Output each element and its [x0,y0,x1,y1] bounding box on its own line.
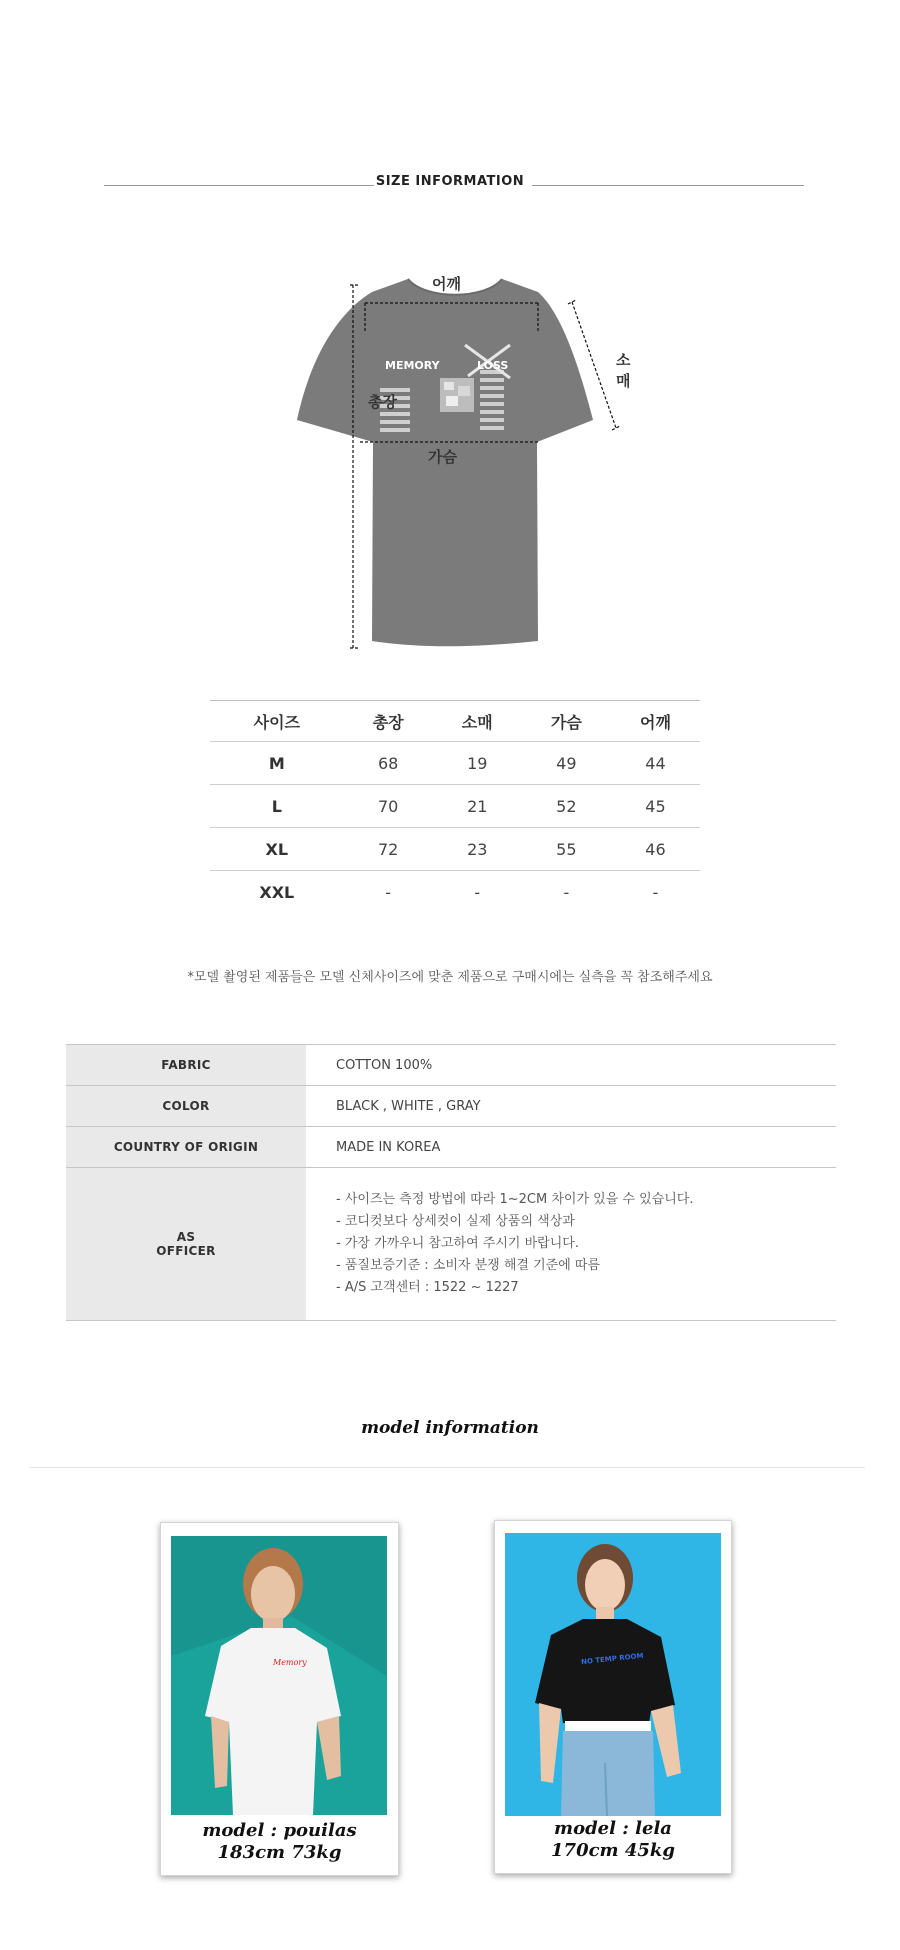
as-line: - A/S 고객센터 : 1522 ~ 1227 [336,1280,519,1295]
size-table [210,700,700,913]
table-row [210,742,700,785]
label-length: 총장 [368,393,397,411]
label-shoulder: 어깨 [432,275,461,293]
model-card-1 [160,1522,399,1876]
origin-key: COUNTRY OF ORIGIN [66,1127,306,1168]
value-cell: 46 [611,828,700,871]
color-value: BLACK , WHITE , GRAY [306,1086,836,1127]
size-cell: XL [210,828,344,871]
shirt-logo-2: NO TEMP ROOM [580,1651,644,1667]
header-chest: 가슴 [522,701,611,742]
header-size: 사이즈 [210,701,344,742]
value-cell: 70 [344,785,433,828]
model-photo-2 [505,1533,721,1816]
label-sleeve: 소매 [616,351,631,390]
size-table-header [210,701,700,742]
model-caption-2 [495,1818,731,1862]
product-info-table [66,1044,836,1321]
label-chest: 가슴 [428,448,457,466]
print-right-text: LOSS [477,359,509,372]
header-shoulder: 어깨 [611,701,700,742]
size-cell: L [210,785,344,828]
info-row-fabric [66,1045,836,1086]
value-cell: - [385,882,392,902]
value-cell: 52 [522,785,611,828]
as-key-line1: AS [176,1230,196,1244]
section-title: SIZE INFORMATION [375,174,525,189]
value-cell: 23 [433,828,522,871]
size-cell: XXL [259,882,295,902]
header-length: 총장 [344,701,433,742]
color-key: COLOR [66,1086,306,1127]
table-row [210,785,700,828]
info-row-origin [66,1127,836,1168]
value-cell: 19 [433,742,522,785]
as-line: - 사이즈는 측정 방법에 따라 1~2CM 차이가 있을 수 있습니다. [336,1192,694,1207]
value-cell: 55 [522,828,611,871]
table-row [210,828,700,871]
model-figure-2 [505,1533,721,1816]
size-cell: M [210,742,344,785]
value-cell: 68 [344,742,433,785]
model-figure-1 [171,1536,387,1815]
origin-value: MADE IN KOREA [306,1127,836,1168]
value-cell: 72 [344,828,433,871]
fabric-key: FABRIC [66,1045,306,1086]
value-cell: 21 [433,785,522,828]
value-cell: 44 [611,742,700,785]
shirt-logo-1: Memory [273,1658,307,1667]
header-sleeve: 소매 [433,701,522,742]
as-line: - 품질보증기준 : 소비자 분쟁 해결 기준에 따름 [336,1258,601,1273]
model-name-2: model : lela [554,1818,672,1839]
fabric-value: COTTON 100% [306,1045,836,1086]
value-cell: 45 [611,785,700,828]
print-left-text: MEMORY [385,359,440,372]
info-row-color [66,1086,836,1127]
model-photo-1 [171,1536,387,1815]
model-stats-2: 170cm 45kg [551,1840,675,1861]
value-cell: - [563,882,570,902]
as-key [66,1168,306,1321]
as-key-line2: OFFICER [156,1244,216,1258]
model-stats-1: 183cm 73kg [217,1842,342,1863]
as-line: - 코디컷보다 상세컷이 실제 상품의 색상과 [336,1214,575,1229]
value-cell: - [474,882,481,902]
table-row [210,871,700,914]
section-divider-right [532,185,804,186]
model-card-2 [494,1520,732,1874]
tshirt-diagram [290,270,631,660]
model-info-divider [30,1467,865,1468]
model-caption-1 [161,1820,398,1864]
value-cell: - [652,882,659,902]
as-line: - 가장 가까우니 참고하여 주시기 바랍니다. [336,1236,579,1251]
info-row-as [66,1168,836,1321]
model-name-1: model : pouilas [202,1820,357,1841]
model-info-title: model information [361,1418,539,1438]
value-cell: 49 [522,742,611,785]
measurement-notice: *모델 촬영된 제품들은 모델 신체사이즈에 맞춘 제품으로 구매시에는 실측을 꼭 참조해주세요 [187,970,713,985]
as-value [306,1168,836,1321]
